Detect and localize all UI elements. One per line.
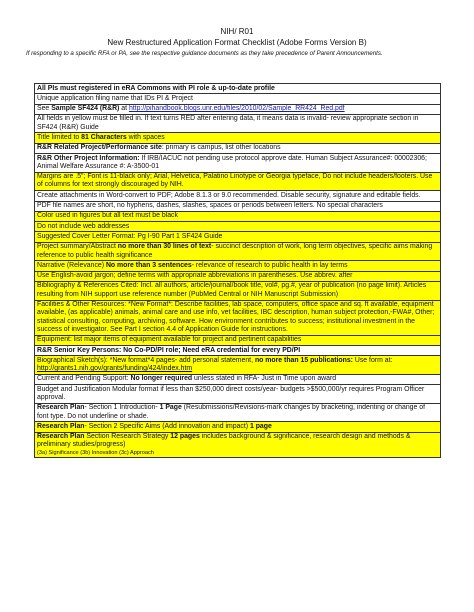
item-text: R&R Related Project/Performance site <box>37 144 162 152</box>
item-text: Research Plan <box>37 422 85 430</box>
checklist-item <box>35 261 441 271</box>
checklist-item <box>35 154 441 173</box>
item-text: R&R Senior Key Persons: No Co-PD/PI role; Need eRA credential for every PD/PI <box>37 346 301 354</box>
item-text: with spaces <box>126 133 165 141</box>
item-text: Use English-avoid jargon; define terms with appropriate abbreviations in parentheses. Use abbrev. after <box>37 272 353 280</box>
checklist-row <box>35 222 441 232</box>
checklist-item <box>35 201 441 211</box>
checklist-item <box>35 222 441 232</box>
item-text: includes background & significance, research design and methods & preliminary studies/progress) <box>37 433 411 449</box>
document-title-line1: NIH/ R01 <box>220 27 254 36</box>
checklist-item <box>35 191 441 201</box>
item-text: All fields in yellow must be filled in. If text turns RED after entering data, it means data is invalid- review appropriate section in SF424 (R&R) Guide <box>37 115 419 131</box>
checklist-item <box>35 422 441 432</box>
checklist-row <box>35 346 441 356</box>
item-text: - Section 2 Specific Aims (Add innovation and impact) <box>84 422 250 430</box>
checklist-item <box>35 271 441 281</box>
checklist-row <box>35 271 441 281</box>
checklist-item <box>35 346 441 356</box>
checklist-item <box>35 94 441 104</box>
checklist-row <box>35 261 441 271</box>
item-text: 1 Page <box>159 404 182 412</box>
item-text: All PIs must registered in eRA Commons with PI role & up-to-date profile <box>37 84 275 92</box>
checklist-row <box>35 133 441 143</box>
item-text: no more than 30 lines of text <box>117 243 212 251</box>
item-text: Do not include web addresses <box>37 222 130 230</box>
checklist-item <box>35 300 441 335</box>
checklist-item <box>35 84 441 94</box>
item-text: Project summary/Abstract <box>37 243 118 251</box>
checklist-row <box>35 232 441 242</box>
checklist-item <box>35 374 441 384</box>
checklist-row <box>35 104 441 114</box>
checklist-row <box>35 385 441 404</box>
checklist-item <box>35 281 441 300</box>
item-text: no more than 15 publications: <box>254 356 353 364</box>
item-text: - succinct description of work, long term objectives, specific aims making reference to public health significance <box>37 243 433 259</box>
checklist-row <box>35 201 441 211</box>
item-text: 12 pages <box>170 433 200 441</box>
checklist-item <box>35 335 441 345</box>
item-text: Create attachments in Word-convert to PDF; Adobe 8.1.3 or 9.0 recommended. Disable security, signature and editable fields. <box>37 191 421 199</box>
item-text: Use form at: <box>352 356 393 364</box>
checklist-row <box>35 154 441 173</box>
item-text: (Resubmissions/Revisions-mark changes by bracketing, indenting or change of font type. Do not underline or shade. <box>37 404 426 420</box>
item-text: Budget and Justification Modular format if less than $250,000 direct costs/year- budgets >$500,000/yr requires Program Officer approval. <box>37 385 425 401</box>
item-text: Suggested Cover Letter Format: Pg I-90 Part 1 SF424 Guide <box>37 232 223 240</box>
checklist-row <box>35 94 441 104</box>
checklist-row <box>35 114 441 133</box>
checklist-row <box>35 172 441 191</box>
checklist-row <box>35 432 441 458</box>
item-text: Margins are .5"; Font is 11-black only; Arial, Helvetica, Palatino Linotype or Georgia typeface, Do not include headers/footers. Use of columns for text strongly discouraged by NIH. <box>37 173 433 189</box>
checklist-row <box>35 300 441 335</box>
document-note: If responding to a specific RFA or PA, see the respective guidance documents as they take precedence of Parent Announcements. <box>26 50 383 57</box>
item-text: - relevance of research to public health in lay terms <box>191 261 348 269</box>
checklist-row <box>35 191 441 201</box>
item-text: Bibliography & References Cited: Incl. all authors, article/journal/book title, vol#, pg.#, year of publication (no page limit). Articles resulting from NIH support use reference number (PubMed Central or NIH Manuscript Submission) <box>37 282 427 298</box>
item-text: : primary is campus, list other locations <box>161 144 281 152</box>
checklist-item <box>35 356 441 375</box>
checklist-row <box>35 281 441 300</box>
item-text: unless stated in RFA- Just in Time upon award <box>192 375 337 383</box>
checklist-item <box>35 143 441 153</box>
item-text: See <box>37 105 52 113</box>
item-text: Research Plan <box>37 404 85 412</box>
checklist-item <box>35 104 441 114</box>
checklist-item <box>35 242 441 261</box>
checklist-table <box>34 83 441 458</box>
checklist-row <box>35 84 441 94</box>
item-text: 1 page <box>249 422 272 430</box>
document-title-line2: New Restructured Application Format Checklist (Adobe Forms Version B) <box>107 38 367 47</box>
checklist-item <box>35 133 441 143</box>
checklist-item <box>35 232 441 242</box>
checklist-row <box>35 211 441 221</box>
item-text: No longer required <box>130 375 193 383</box>
checklist-item <box>35 172 441 191</box>
item-text: Title limited to <box>37 133 82 141</box>
checklist-item <box>35 114 441 133</box>
checklist-row <box>35 143 441 153</box>
item-text: Equipment: list major items of equipment available for project and pertinent capabilities <box>37 336 302 344</box>
checklist-row <box>35 403 441 422</box>
item-text: PDF file names are short, no hyphens, dashes, slashes, spaces or periods between letters. No special characters <box>37 202 383 210</box>
checklist-row <box>35 422 441 432</box>
item-text: Current and Pending Support: <box>37 375 131 383</box>
item-text: at <box>119 105 129 113</box>
checklist-item <box>35 211 441 221</box>
item-text: Section Research Strategy <box>84 433 171 441</box>
item-text: Unique application filing name that IDs PI & Project <box>37 94 193 102</box>
checklist-row <box>35 335 441 345</box>
item-text: If IRB/IACUC not pending use protocol approve date. Human Subject Assurance#: 00002306; Animal Welfare Assurance #: A-3500-01 <box>37 154 427 170</box>
item-text: Sample SF424 (R&R) <box>51 105 120 113</box>
checklist-row <box>35 356 441 375</box>
item-text: Research Plan <box>37 433 85 441</box>
checklist-row <box>35 374 441 384</box>
checklist-item <box>35 385 441 404</box>
checklist-item <box>35 403 441 422</box>
checklist-body <box>35 84 441 458</box>
checklist-item <box>35 432 441 458</box>
item-text: No more than 3 sentences <box>105 261 192 269</box>
item-text: Color used in figures but all text must be black <box>37 212 178 220</box>
item-text: - Section 1 Introduction- <box>84 404 160 412</box>
item-subline: (3a) Significance (3b) Innovation (3c) Approach <box>37 449 154 456</box>
item-link[interactable]: http://pihandbook.blogs.unr.edu/files/2010/02/Sample_RR424_Red.pdf <box>128 105 345 113</box>
checklist-row <box>35 242 441 261</box>
item-text: R&R Other Project Information: <box>37 154 140 162</box>
item-text: Biographical Sketch(s): *New format*4 pages- add personal statement, <box>37 356 255 364</box>
item-text: Facilities & Other Resources: *New Format*: Describe facilities, lab space, computers, office space and sq. ft available, equipment available, (as applicable) animals, animal care and use info, vet facilities, IBC description, human subject protection,-FWA#, Other; statistical consulting, computing, archiving, software. How environment contributes to success; institutional investment in the success of investigator. See Part I section 4.4 of Application Guide for instructions. <box>37 301 435 333</box>
item-text: 81 Characters <box>81 133 127 141</box>
item-text: Narrative (Relevance) <box>37 261 106 269</box>
item-text: http://grants1.nih.gov/grants/funding/424/index.htm <box>37 365 193 373</box>
